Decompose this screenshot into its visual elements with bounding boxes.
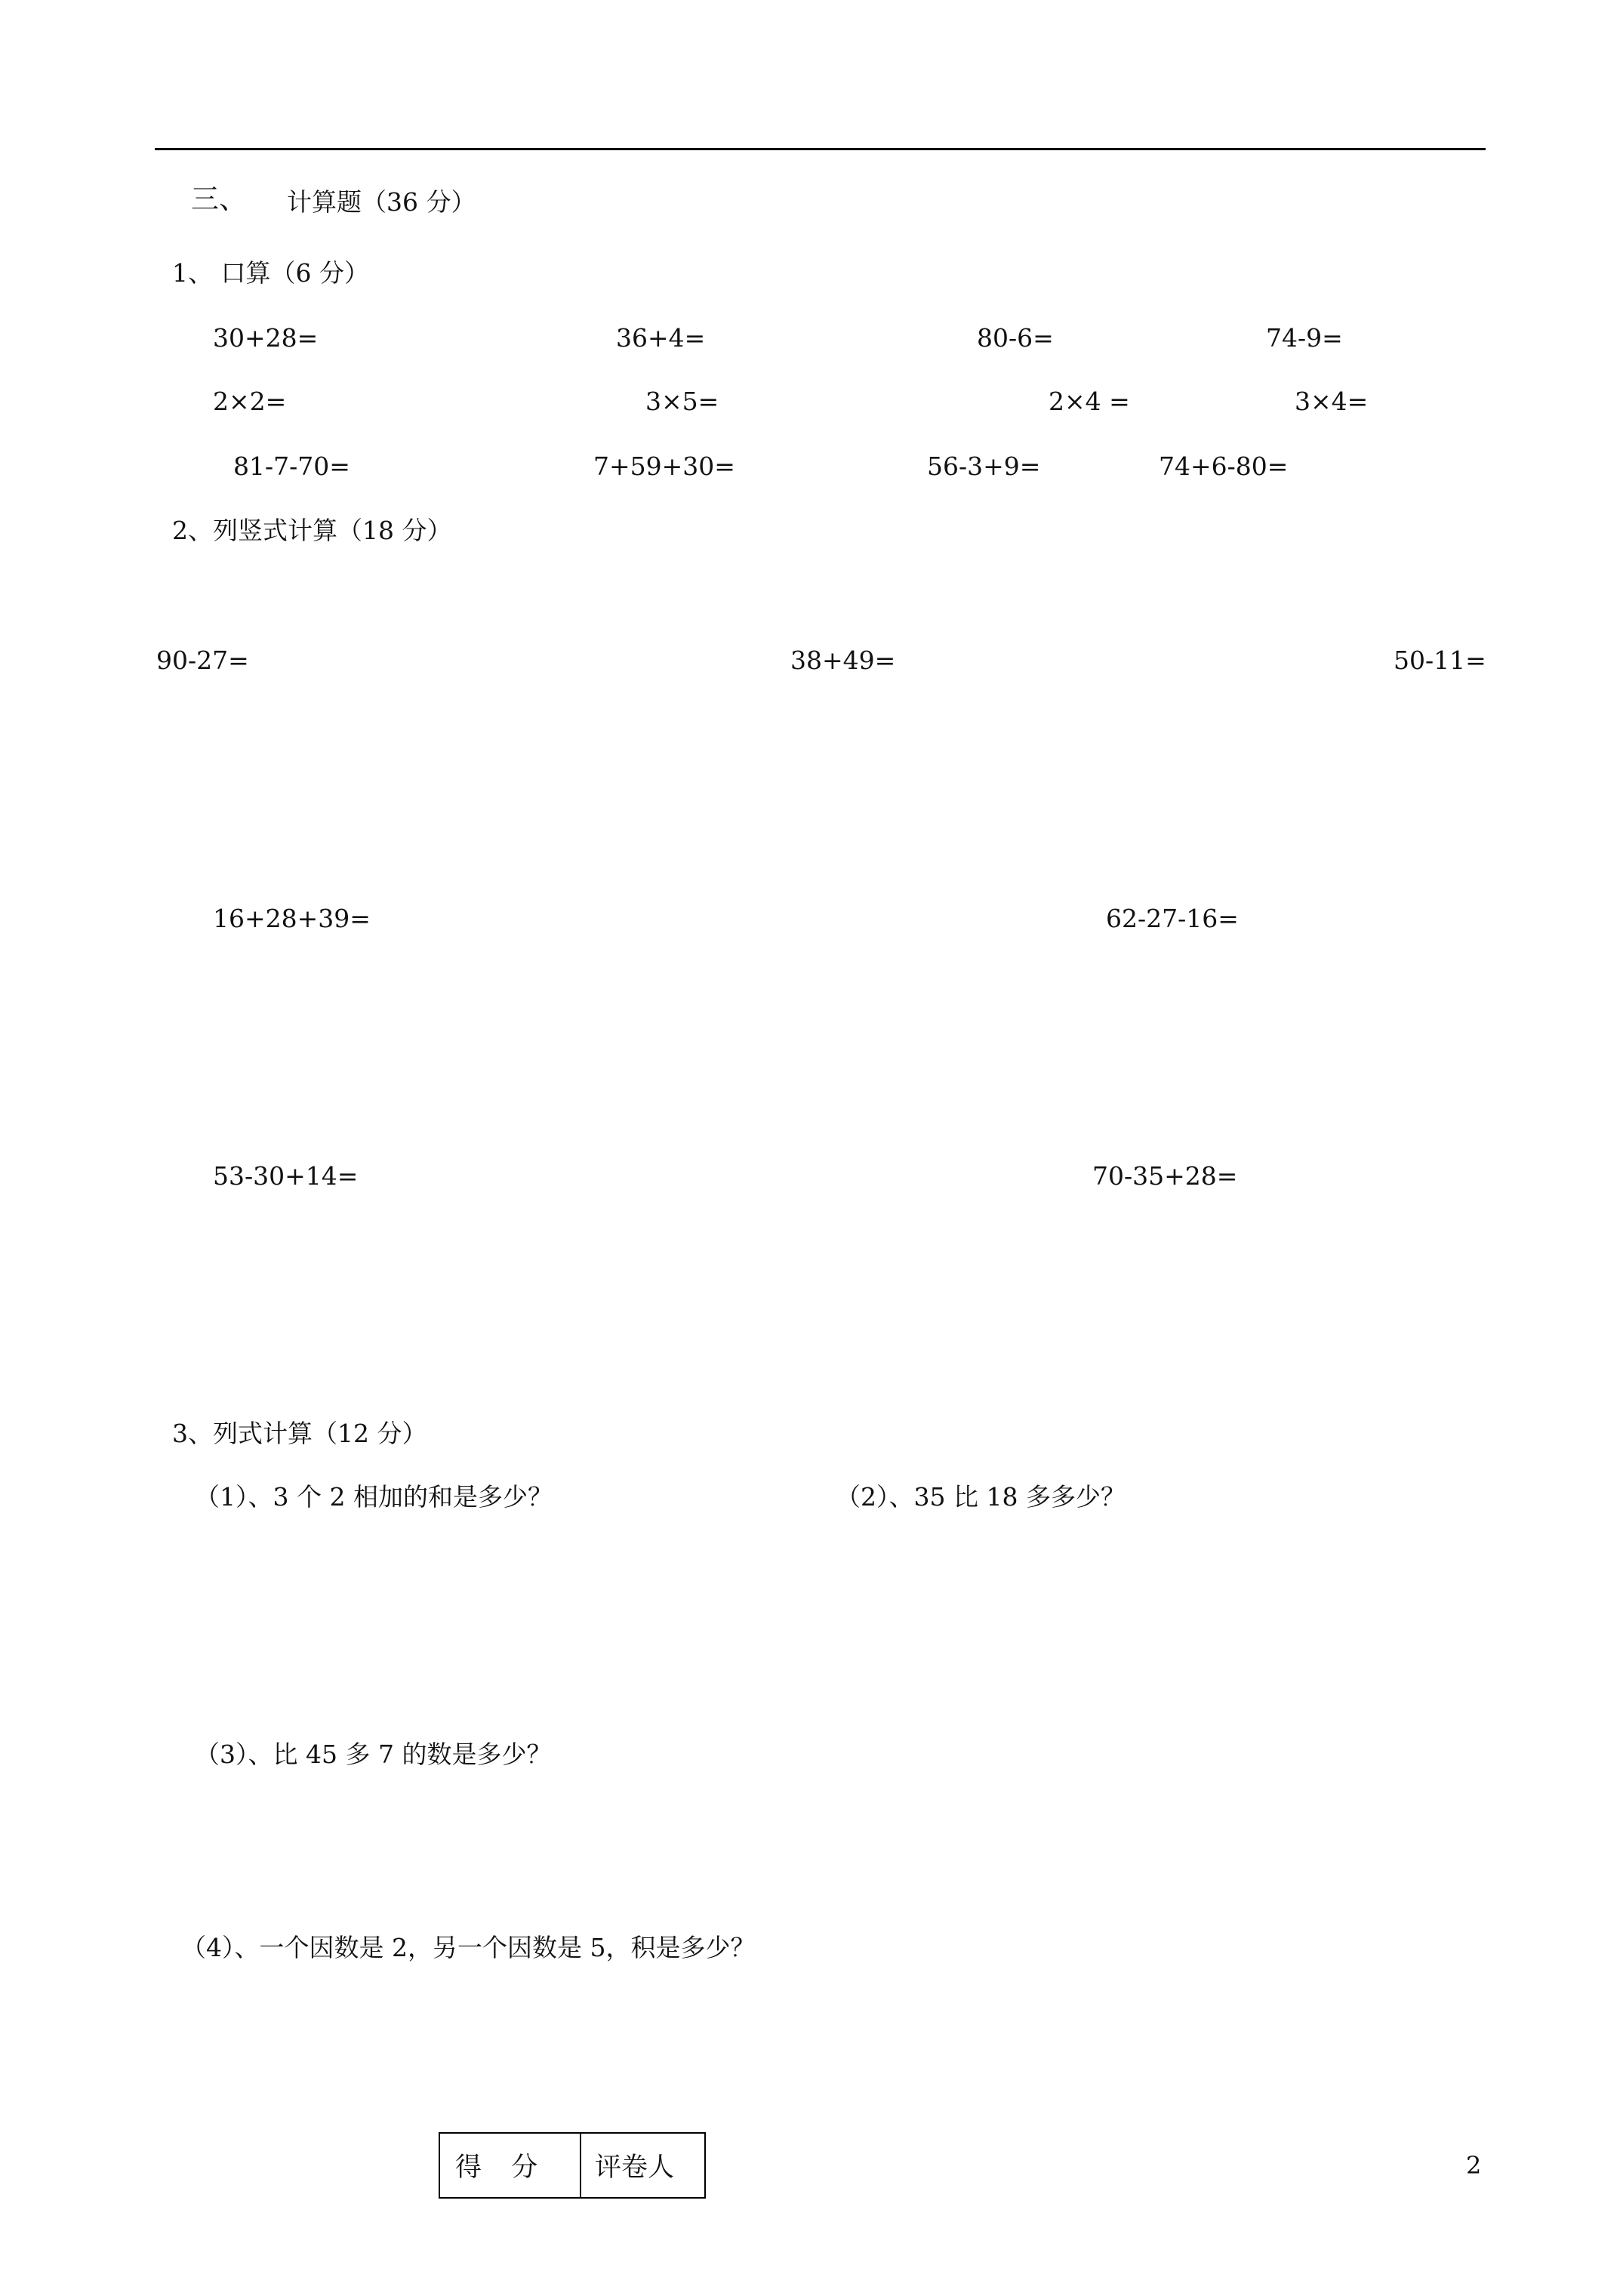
mental-item: 36+4=	[616, 323, 706, 353]
mental-item: 30+28=	[213, 323, 319, 353]
grader-label: 评卷人	[581, 2133, 705, 2198]
mental-item: 81-7-70=	[233, 451, 350, 481]
header-rule	[155, 148, 1486, 150]
score-label: 得 分	[439, 2133, 581, 2198]
score-box	[439, 2132, 706, 2199]
section-title: 计算题（36 分）	[287, 187, 476, 217]
mental-item: 2×4 =	[1049, 387, 1130, 416]
q2-title: 2、列竖式计算（18 分）	[172, 516, 452, 545]
q3-title: 3、列式计算（12 分）	[172, 1419, 427, 1448]
mental-item: 3×4=	[1295, 387, 1369, 416]
mental-item: 56-3+9=	[927, 451, 1041, 481]
vertical-item: 38+49=	[790, 646, 896, 675]
mental-item: 3×5=	[645, 387, 719, 416]
vertical-item: 70-35+28=	[1092, 1161, 1238, 1191]
vertical-item: 16+28+39=	[213, 904, 371, 933]
mental-item: 7+59+30=	[593, 451, 735, 481]
vertical-item: 62-27-16=	[1106, 904, 1239, 933]
page-number: 2	[1466, 2151, 1482, 2180]
vertical-item: 53-30+14=	[213, 1161, 359, 1191]
vertical-item: 50-11=	[1394, 646, 1486, 675]
mental-item: 80-6=	[977, 323, 1054, 353]
section-number: 三、	[191, 183, 247, 215]
word-problem: （4）、一个因数是 2，另一个因数是 5，积是多少？	[181, 1933, 756, 1962]
mental-item: 74+6-80=	[1159, 451, 1289, 481]
vertical-item: 90-27=	[156, 646, 249, 675]
mental-item: 2×2=	[213, 387, 287, 416]
word-problem: （1）、3 个 2 相加的和是多少？	[195, 1482, 553, 1512]
mental-item: 74-9=	[1266, 323, 1343, 353]
word-problem: （3）、比 45 多 7 的数是多少？	[195, 1740, 552, 1769]
word-problem: （2）、35 比 18 多多少？	[836, 1482, 1126, 1512]
q1-title: 1、 口算（6 分）	[172, 258, 369, 288]
